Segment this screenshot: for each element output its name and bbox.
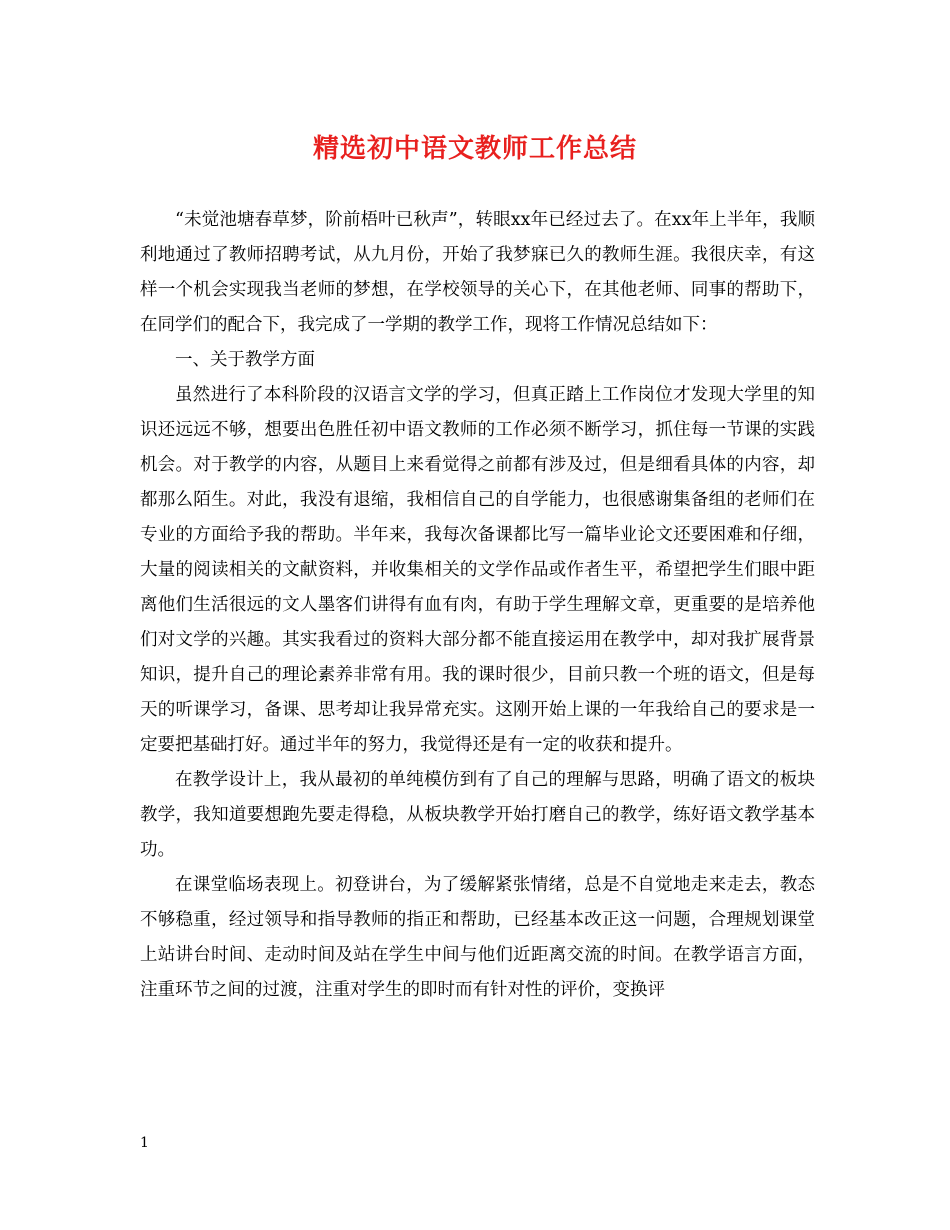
section-heading-teaching: 一、关于教学方面 [175,350,315,370]
page-number: 1 [140,1135,149,1151]
document-title: 精选初中语文教师工作总结 [312,134,637,164]
paragraph-design: 在教学设计上，我从最初的单纯模仿到有了自己的理解与思路，明确了语文的板块教学，我知道要想跑先要走得稳，从板块教学开始打磨自己的教学，练好语文教学基本功。 [140,770,815,860]
paragraph-learning: 虽然进行了本科阶段的汉语言文学的学习，但真正踏上工作岗位才发现大学里的知识还远远不够，想要出色胜任初中语文教师的工作必须不断学习，抓住每一节课的实践机会。对于教学的内容，从题目上来看觉得之前都有涉及过，但是细看具体的内容，却都那么陌生。对此，我没有退缩，我相信自己的自学能力，也很感谢集备组的老师们在专业的方面给予我的帮助。半年来，我每次备课都比写一篇毕业论文还要困难和仔细，大量的阅读相关的文献资料，并收集相关的文学作品或作者生平，希望把学生们眼中距离他们生活很远的文人墨客们讲得有血有肉，有助于学生理解文章，更重要的是培养他们对文学的兴趣。其实我看过的资料大部分都不能直接运用在教学中，却对我扩展背景知识，提升自己的理论素养非常有用。我的课时很少，目前只教一个班的语文，但是每天的听课学习，备课、思考却让我异常充实。这刚开始上课的一年我给自己的要求是一定要把基础打好。通过半年的努力，我觉得还是有一定的收获和提升。 [140,385,815,755]
document-body [140,203,815,1008]
paragraph-classroom: 在课堂临场表现上。初登讲台，为了缓解紧张情绪，总是不自觉地走来走去，教态不够稳重，经过领导和指导教师的指正和帮助，已经基本改正这一问题，合理规划课堂上站讲台时间、走动时间及站在学生中间与他们近距离交流的时间。在教学语言方面，注重环节之间的过渡，注重对学生的即时而有针对性的评价，变换评 [140,875,815,1000]
paragraph-intro: “未觉池塘春草梦，阶前梧叶已秋声”，转眼xx年已经过去了。在xx年上半年，我顺利地通过了教师招聘考试，从九月份，开始了我梦寐已久的教师生涯。我很庆幸，有这样一个机会实现我当老师的梦想，在学校领导的关心下，在其他老师、同事的帮助下，在同学们的配合下，我完成了一学期的教学工作，现将工作情况总结如下： [140,210,815,335]
